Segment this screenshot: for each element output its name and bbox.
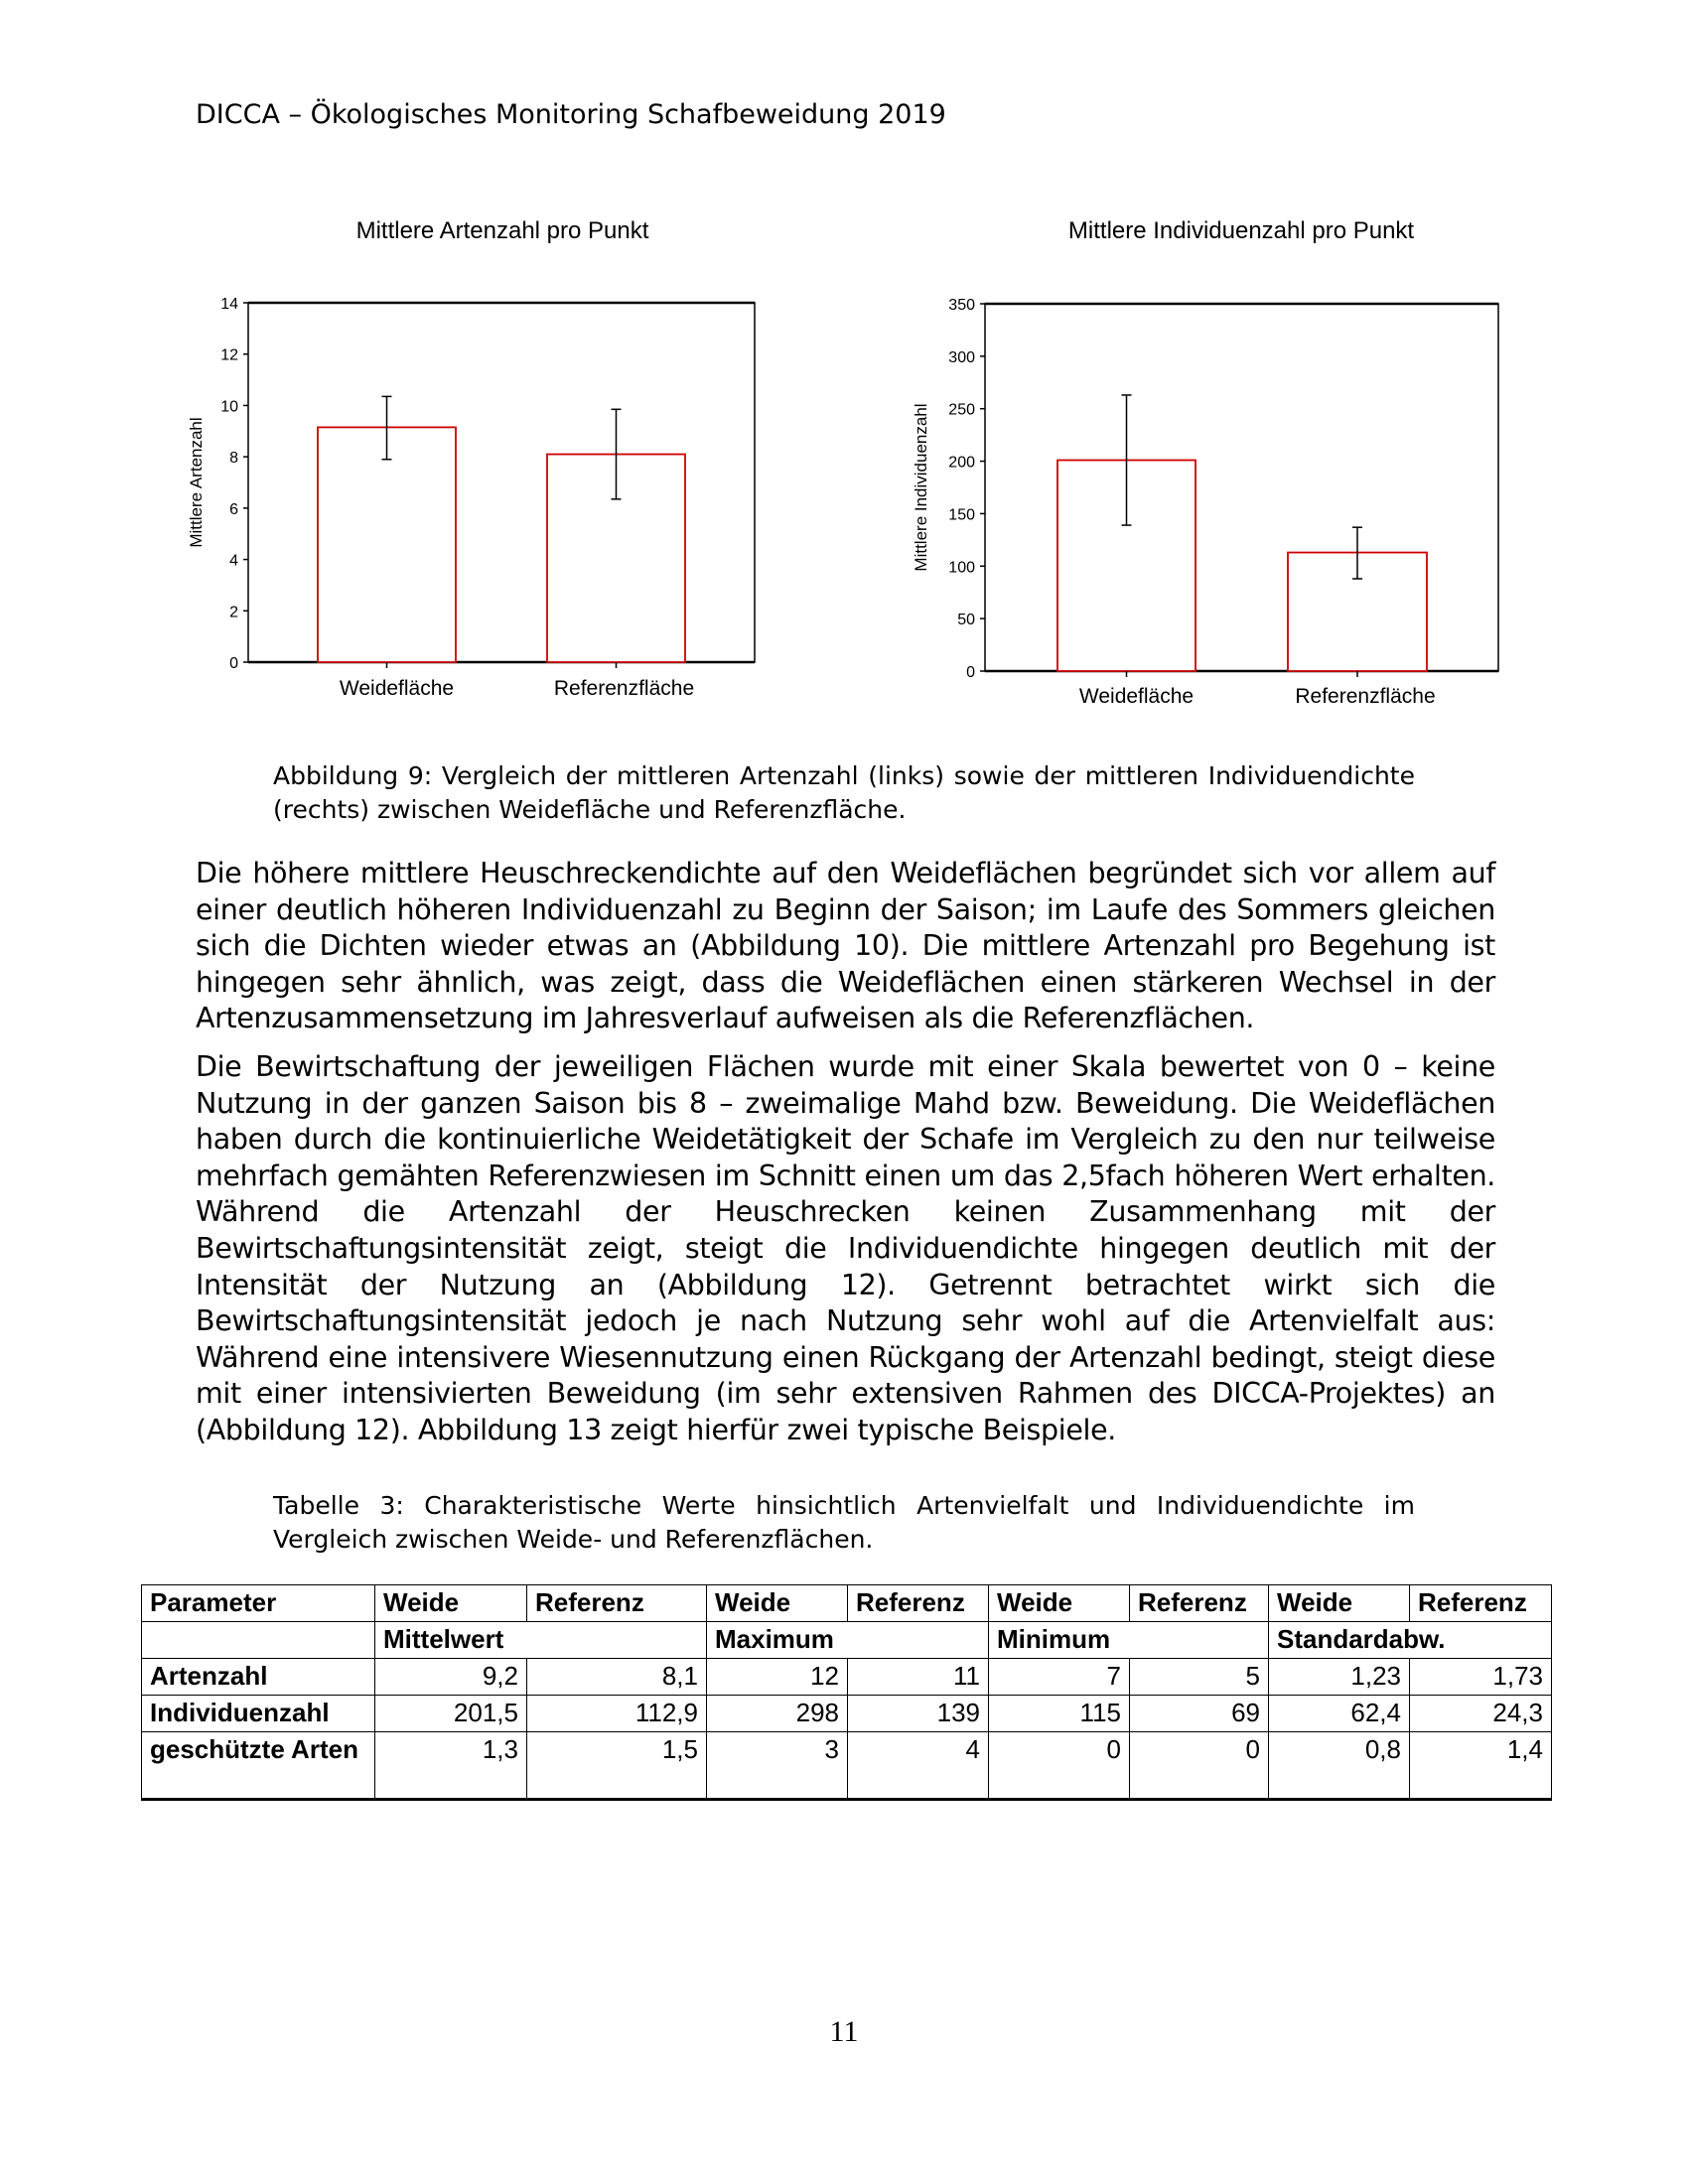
data-table xyxy=(141,1584,1552,1801)
group-cell: Maximum xyxy=(707,1622,989,1659)
y-tick-label: 50 xyxy=(957,612,975,629)
header-cell: Weide xyxy=(989,1585,1130,1622)
y-tick-label: 100 xyxy=(948,559,975,577)
table-cell: 0,8 xyxy=(1269,1732,1410,1800)
y-tick-label: 8 xyxy=(229,450,238,468)
table-cell: 12 xyxy=(707,1659,848,1696)
y-tick-label: 150 xyxy=(948,506,975,524)
y-tick-label: 0 xyxy=(229,655,238,672)
table-cell: 1,5 xyxy=(527,1732,707,1800)
group-cell: Mittelwert xyxy=(375,1622,707,1659)
y-tick-label: 14 xyxy=(220,296,238,313)
table-cell: 139 xyxy=(848,1696,989,1732)
y-tick-label: 4 xyxy=(229,552,238,570)
y-tick-label: 200 xyxy=(948,454,975,472)
table-cell: 5 xyxy=(1130,1659,1269,1696)
table-cell: 115 xyxy=(989,1696,1130,1732)
group-cell: Standardabw. xyxy=(1269,1622,1552,1659)
body-text xyxy=(196,856,1495,1461)
bar xyxy=(318,427,456,662)
x-tick-label: Referenzfläche xyxy=(1295,685,1436,708)
table-row xyxy=(142,1696,1552,1732)
y-tick-label: 12 xyxy=(220,346,238,364)
header-cell: Weide xyxy=(375,1585,527,1622)
table-cell: 8,1 xyxy=(527,1659,707,1696)
table-group-row xyxy=(142,1622,1552,1659)
row-label: geschützte Arten xyxy=(142,1732,375,1800)
header-cell: Weide xyxy=(707,1585,848,1622)
x-tick-label: Weidefläche xyxy=(339,677,455,700)
header-cell: Referenz xyxy=(1410,1585,1552,1622)
y-tick-label: 6 xyxy=(229,500,238,518)
x-tick-label: Weidefläche xyxy=(1078,685,1195,708)
header-cell: Referenz xyxy=(848,1585,989,1622)
y-axis-label: Mittlere Artenzahl xyxy=(187,417,206,548)
table-caption: Tabelle 3: Charakteristische Werte hinsichtlich Artenvielfalt und Individuendichte im Vergleich zwischen Weide- und Referenzflächen. xyxy=(273,1491,1415,1554)
table-cell: 1,3 xyxy=(375,1732,527,1800)
header-cell: Parameter xyxy=(142,1585,375,1622)
table-cell: 1,23 xyxy=(1269,1659,1410,1696)
table-cell: 62,4 xyxy=(1269,1696,1410,1732)
table-cell: 1,73 xyxy=(1410,1659,1552,1696)
y-tick-label: 300 xyxy=(948,348,975,366)
table-row xyxy=(142,1732,1552,1800)
paragraph: Die höhere mittlere Heuschreckendichte auf den Weideflächen begründet sich vor allem auf einer deutlich höheren Individuenzahl zu Beginn der Saison; im Laufe des Sommers gleichen sich die Dichten wieder etwas an (Abbildung 10). Die mittlere Artenzahl pro Begehung ist hingegen sehr ähnlich, was zeigt, dass die Weideflächen einen stärkeren Wechsel in der Artenzusammensetzung im Jahresverlauf aufweisen als die Referenzflächen. xyxy=(196,857,1495,1035)
table-body xyxy=(142,1659,1552,1800)
y-tick-label: 10 xyxy=(220,398,238,416)
paragraph: Die Bewirtschaftung der jeweiligen Flächen wurde mit einer Skala bewertet von 0 – keine Nutzung in der ganzen Saison bis 8 – zweimalige Mahd bzw. Beweidung. Die Weideflächen haben durch die kontinuierliche Weidetätigkeit der Schafe im Vergleich zu den nur teilweise mehrfach gemähten Referenzwiesen im Schnitt einen um das 2,5fach höheren Wert erhalten. Während die Artenzahl der Heuschrecken keinen Zusammenhang mit der Bewirtschaftungsintensität zeigt, steigt die Individuendichte hingegen deutlich mit der Intensität der Nutzung an (Abbildung 12). Getrennt betrachtet wirkt sich die Bewirtschaftungsintensität jedoch je nach Nutzung sehr wohl auf die Artenvielfalt aus: Während eine intensivere Wiesennutzung einen Rückgang der Artenzahl bedingt, steigt diese mit einer intensivierten Beweidung (im sehr extensiven Rahmen des DICCA-Projektes) an (Abbildung 12). Abbildung 13 zeigt hierfür zwei typische Beispiele. xyxy=(196,1049,1495,1446)
header-cell: Referenz xyxy=(527,1585,707,1622)
table-cell: 9,2 xyxy=(375,1659,527,1696)
table-row xyxy=(142,1659,1552,1696)
chart-individuenzahl xyxy=(894,199,1529,735)
table-cell: 201,5 xyxy=(375,1696,527,1732)
group-cell: Minimum xyxy=(989,1622,1269,1659)
table-cell: 0 xyxy=(1130,1732,1269,1800)
running-header: DICCA – Ökologisches Monitoring Schafbeweidung 2019 xyxy=(196,99,946,130)
table-cell: 0 xyxy=(989,1732,1130,1800)
y-tick-label: 250 xyxy=(948,401,975,419)
chart-title: Mittlere Individuenzahl pro Punkt xyxy=(1067,217,1415,244)
y-tick-label: 2 xyxy=(229,604,238,621)
x-tick-label: Referenzfläche xyxy=(553,677,695,700)
chart-artenzahl xyxy=(169,199,784,735)
page-number: 11 xyxy=(829,2015,859,2048)
table-cell: 69 xyxy=(1130,1696,1269,1732)
empty-cell xyxy=(142,1622,375,1659)
table-cell: 1,4 xyxy=(1410,1732,1552,1800)
header-cell: Weide xyxy=(1269,1585,1410,1622)
table-cell: 4 xyxy=(848,1732,989,1800)
table-cell: 3 xyxy=(707,1732,848,1800)
y-axis-label: Mittlere Individuenzahl xyxy=(912,403,930,572)
table-cell: 11 xyxy=(848,1659,989,1696)
figure-caption: Abbildung 9: Vergleich der mittleren Artenzahl (links) sowie der mittleren Individuendichte (rechts) zwischen Weidefläche und Referenzfläche. xyxy=(273,761,1415,824)
table-header-row xyxy=(142,1585,1552,1622)
table-cell: 7 xyxy=(989,1659,1130,1696)
header-cell: Referenz xyxy=(1130,1585,1269,1622)
y-tick-label: 350 xyxy=(948,297,975,314)
row-label: Individuenzahl xyxy=(142,1696,375,1732)
table-cell: 298 xyxy=(707,1696,848,1732)
row-label: Artenzahl xyxy=(142,1659,375,1696)
chart-title: Mittlere Artenzahl pro Punkt xyxy=(355,217,649,244)
y-tick-label: 0 xyxy=(966,664,975,681)
table-cell: 112,9 xyxy=(527,1696,707,1732)
table-cell: 24,3 xyxy=(1410,1696,1552,1732)
